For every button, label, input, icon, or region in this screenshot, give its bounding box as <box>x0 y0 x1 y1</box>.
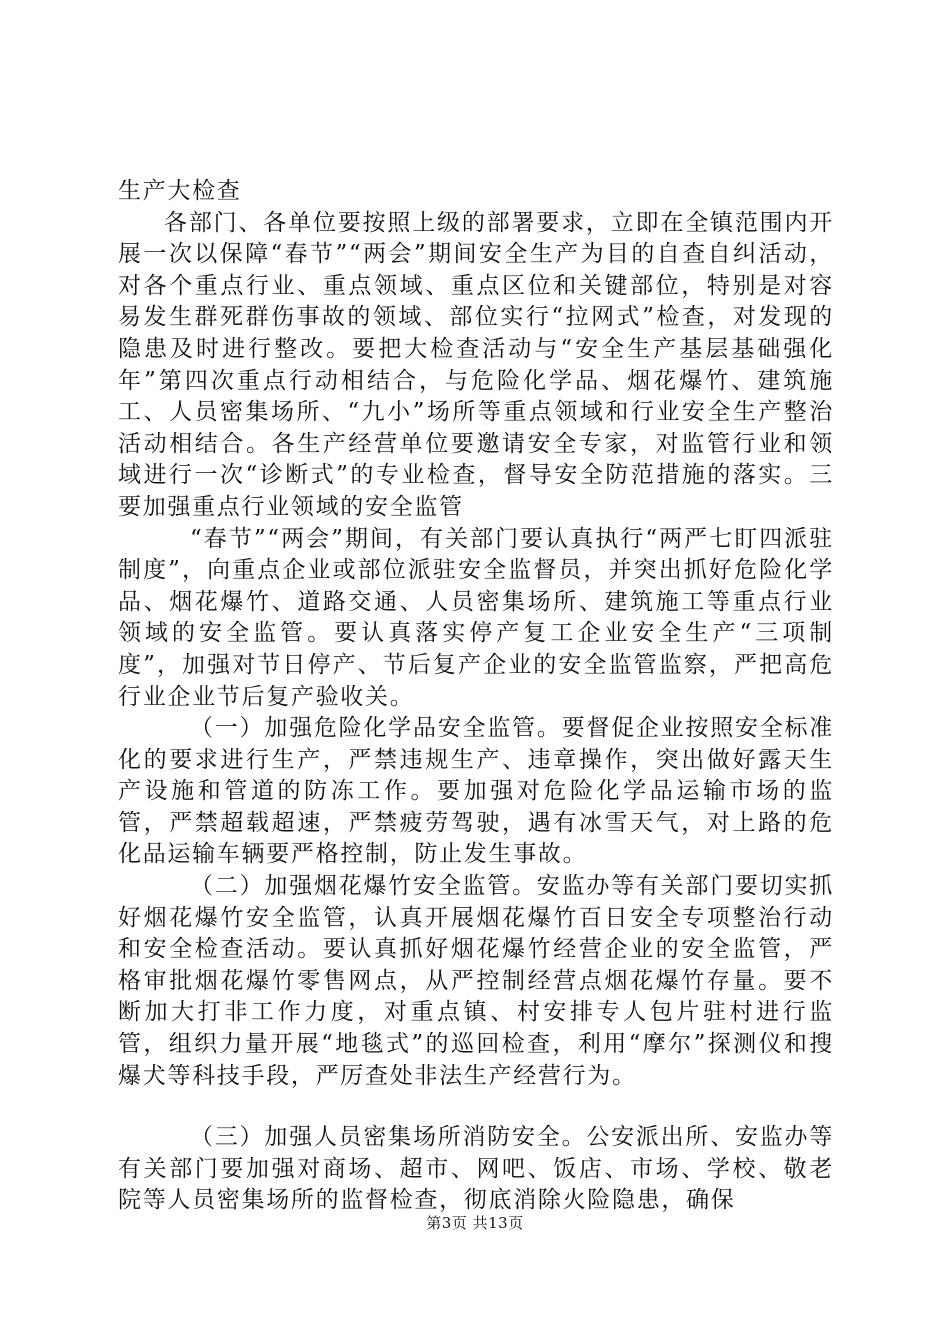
paragraph-crowded-places: （三）加强人员密集场所消防安全。公安派出所、安监办等有关部门要加强对商场、超市、网吧、饭店、市场、学校、敬老院等人员密集场所的监督检查，彻底消除火险隐患，确保 <box>118 1124 834 1214</box>
paragraph-hazardous-chemicals: （一）加强危险化学品安全监管。要督促企业按照安全标准化的要求进行生产，严禁违规生产、违章操作，突出做好露天生产设施和管道的防冻工作。要加强对危险化学品运输市场的监管，严禁超载超速，严禁疲劳驾驶，遇有冰雪天气，对上路的危化品运输车辆要严格控制，防止发生事故。 <box>118 715 834 868</box>
paragraph-gap <box>118 1092 834 1122</box>
paragraph-festival-supervision: “春节”“两会”期间，有关部门要认真执行“两严七盯四派驻制度”，向重点企业或部位派驻安全监督员，并突出抓好危险化学品、烟花爆竹、道路交通、人员密集场所、建筑施工等重点行业领域的安全监管。要认真落实停产复工企业安全生产“三项制度”，加强对节日停产、节后复产企业的安全监管监察，严把高危行业企业节后复产验收关。 <box>118 525 834 710</box>
document-body <box>118 176 834 1217</box>
section-heading-tail: 生产大检查 <box>118 178 242 204</box>
paragraph-fireworks: （二）加强烟花爆竹安全监管。安监办等有关部门要切实抓好烟花爆竹安全监管，认真开展烟花爆竹百日安全专项整治行动和安全检查活动。要认真抓好烟花爆竹经营企业的安全监管，严格审批烟花爆竹零售网点，从严控制经营点烟花爆竹存量。要不断加大打非工作力度，对重点镇、村安排专人包片驻村进行监管，组织力量开展“地毯式”的巡回检查，利用“摩尔”探测仪和搜爆犬等科技手段，严厉查处非法生产经营行为。 <box>118 873 834 1089</box>
page-number: 第3页 共13页 <box>426 1214 524 1232</box>
paragraph-inspection: 各部门、各单位要按照上级的部署要求，立即在全镇范围内开展一次以保障“春节”“两会”期间安全生产为目的自查自纠活动，对各个重点行业、重点领域、重点区位和关键部位，特别是对容易发生群死群伤事故的领域、部位实行“拉网式”检查，对发现的隐患及时进行整改。要把大检查活动与“安全生产基层基础强化年”第四次重点行动相结合，与危险化学品、烟花爆竹、建筑施工、人员密集场所、“九小”场所等重点领域和行业安全生产整治活动相结合。各生产经营单位要邀请安全专家，对监管行业和领域进行一次“诊断式”的专业检查，督导安全防范措施的落实。三要加强重点行业领域的安全监管 <box>118 209 834 520</box>
